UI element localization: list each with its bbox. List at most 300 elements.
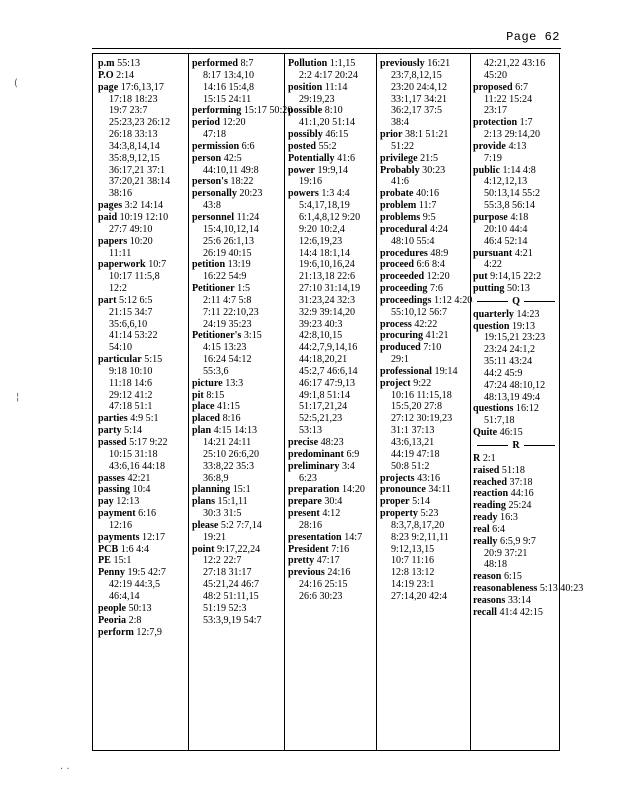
index-entry-line xyxy=(98,236,186,248)
page-line-references: 4:22 xyxy=(484,259,502,271)
index-entry-line xyxy=(98,461,186,473)
index-term: papers xyxy=(98,235,128,247)
page-line-references: 24:16 25:15 xyxy=(299,579,348,591)
page-line-references: 27:10 31:14,19 xyxy=(299,283,361,295)
page-line-references: 7:19 xyxy=(484,152,502,164)
index-entry-line xyxy=(192,271,282,283)
index-term: PCB xyxy=(98,543,119,555)
index-term: presentation xyxy=(288,531,342,543)
page-line-references: 1:7 xyxy=(519,117,533,129)
index-entry-line xyxy=(473,595,559,607)
column-divider xyxy=(470,54,471,750)
page-line-references: 4:12 xyxy=(322,508,341,520)
index-entry-line xyxy=(98,591,186,603)
page-line-references: 51:18 xyxy=(501,464,525,476)
page-line-references: 5:2 7:7,14 xyxy=(220,519,262,531)
page-line-references: 41:6 xyxy=(337,152,356,164)
page-line-references: 14:7 xyxy=(344,531,363,543)
page-line-references: 43:8 xyxy=(203,200,221,212)
page-number: Page 62 xyxy=(506,30,560,44)
index-entry-line xyxy=(380,496,468,508)
index-term: Pollution xyxy=(288,58,328,69)
index-term: proceedings xyxy=(380,294,432,306)
index-term: Petitioner xyxy=(192,283,235,295)
index-term: passes xyxy=(98,472,125,484)
page-line-references: 19:14 xyxy=(434,365,458,377)
index-entry-line xyxy=(98,390,186,402)
index-entry-line xyxy=(98,401,186,413)
page-line-references: 8:7 xyxy=(240,58,254,69)
index-term: property xyxy=(380,508,418,520)
index-entry-line xyxy=(380,413,468,425)
page-line-references: 34:3,8,14,14 xyxy=(109,140,160,152)
index-term: paperwork xyxy=(98,259,146,271)
index-entry-line xyxy=(192,58,282,70)
index-term: pit xyxy=(192,389,204,401)
page-line-references: 16:22 54:9 xyxy=(203,271,247,283)
index-term: ready xyxy=(473,512,498,524)
page-line-references: 6:15 xyxy=(503,571,522,583)
index-entry-line xyxy=(192,520,282,532)
index-term: posted xyxy=(288,140,317,152)
index-term: possibly xyxy=(288,129,323,141)
index-entry-line xyxy=(473,188,559,200)
index-entry-line xyxy=(380,401,468,413)
page-line-references: 19:15,21 23:23 xyxy=(484,332,546,344)
index-term: reached xyxy=(473,476,508,488)
page-line-references: 14:16 15:4,8 xyxy=(203,81,255,93)
page-line-references: 19:9,14 xyxy=(317,164,349,176)
index-term: projects xyxy=(380,472,415,484)
index-entry-line xyxy=(380,141,468,153)
page-line-references: 6:5,9 9:7 xyxy=(500,535,536,547)
page-line-references: 50:13,14 55:2 xyxy=(484,188,541,200)
index-term: person xyxy=(192,152,222,164)
page-line-references: 9:18 10:10 xyxy=(109,365,153,377)
index-term: preliminary xyxy=(288,460,340,472)
index-entry-line xyxy=(380,544,468,556)
index-entry-line xyxy=(288,354,374,366)
index-entry-line xyxy=(380,390,468,402)
index-term: putting xyxy=(473,283,505,295)
index-entry-line xyxy=(192,224,282,236)
page-line-references: 8:15 xyxy=(206,389,225,401)
index-entry-line xyxy=(192,555,282,567)
index-entry-line xyxy=(192,342,282,354)
index-entry-line xyxy=(98,58,186,70)
index-entry-line xyxy=(288,82,374,94)
index-entry-line xyxy=(380,330,468,342)
index-entry-line xyxy=(192,567,282,579)
index-entry-line xyxy=(380,236,468,248)
index-entry-line xyxy=(473,236,559,248)
index-entry-line xyxy=(380,319,468,331)
index-entry-line xyxy=(288,94,374,106)
page-line-references: 5:15 xyxy=(144,354,163,366)
index-term: reasons xyxy=(473,594,506,606)
page-line-references: 5:23 xyxy=(420,508,439,520)
index-column-4 xyxy=(380,58,473,750)
page-line-references: 47:18 xyxy=(203,129,226,141)
index-entry-line xyxy=(473,427,559,439)
index-entry-line xyxy=(380,473,468,485)
index-term: procedural xyxy=(380,223,428,235)
index-entry-line xyxy=(473,500,559,512)
page-line-references: 3:15 xyxy=(243,330,262,342)
page-line-references: 1:1,15 xyxy=(329,58,356,69)
page-line-references: 12:7,9 xyxy=(136,626,162,638)
index-term: reaction xyxy=(473,488,509,500)
index-term: procuring xyxy=(380,330,423,342)
page-line-references: 41:14 53:22 xyxy=(109,330,158,342)
page-line-references: 27:12 30:19,23 xyxy=(391,413,453,425)
index-entry-line xyxy=(288,342,374,354)
page-line-references: 19:21 xyxy=(203,531,226,543)
page-line-references: 41:6 xyxy=(391,176,409,188)
page-line-references: 31:1 37:13 xyxy=(391,425,435,437)
index-term: prepare xyxy=(288,496,322,508)
index-entry-line xyxy=(288,544,374,556)
index-term: provide xyxy=(473,140,506,152)
page-line-references: 47:24 48:10,12 xyxy=(484,379,546,391)
index-entry-line xyxy=(473,477,559,489)
index-entry-line xyxy=(380,449,468,461)
column-divider xyxy=(188,54,189,750)
page-line-references: 11:11 xyxy=(109,247,132,259)
index-entry-line xyxy=(98,354,186,366)
page-line-references: 42:5 xyxy=(223,152,242,164)
section-letter-text: Q xyxy=(512,295,520,307)
page-line-references: 4:15 14:13 xyxy=(213,425,258,437)
index-column-3 xyxy=(288,58,374,750)
index-entry-line xyxy=(192,248,282,260)
page-line-references: 47:17 xyxy=(316,555,340,567)
page-line-references: 23:20 24:4,12 xyxy=(391,81,448,93)
index-entry-line xyxy=(380,117,468,129)
index-entry-line xyxy=(473,309,559,321)
index-entry-line xyxy=(288,449,374,461)
index-entry-line xyxy=(288,555,374,567)
index-term: powers xyxy=(288,188,319,200)
page-line-references: 54:10 xyxy=(109,342,132,354)
index-term: President xyxy=(288,543,329,555)
page-line-references: 50:13 xyxy=(506,283,530,295)
index-entry-line xyxy=(98,188,186,200)
index-term: reason xyxy=(473,571,502,583)
page-line-references: 45:20 xyxy=(484,69,507,81)
index-term: project xyxy=(380,377,411,389)
index-term: people xyxy=(98,602,127,614)
page-line-references: 48:10 55:4 xyxy=(391,235,435,247)
index-term: personally xyxy=(192,188,237,200)
index-entry-line xyxy=(473,380,559,392)
index-term: Potentially xyxy=(288,152,335,164)
page-line-references: 25:10 26:6,20 xyxy=(203,448,260,460)
page-line-references: 3:4 xyxy=(341,460,355,472)
page-line-references: 10:15 31:18 xyxy=(109,448,158,460)
index-entry-line xyxy=(288,390,374,402)
index-entry-line xyxy=(380,425,468,437)
index-term: proceed xyxy=(380,259,415,271)
index-entry-line xyxy=(288,283,374,295)
index-term: Penny xyxy=(98,567,125,579)
page-line-references: 7:16 xyxy=(331,543,350,555)
index-entry-line xyxy=(98,615,186,627)
page-line-references: 53:3,9,19 54:7 xyxy=(203,614,262,626)
index-entry-line xyxy=(380,129,468,141)
index-entry-line xyxy=(192,212,282,224)
index-entry-line xyxy=(98,94,186,106)
index-term: payments xyxy=(98,531,140,543)
page-line-references: 4:24 xyxy=(430,223,448,235)
page-line-references: 10:16 11:15,18 xyxy=(391,389,452,401)
index-term: probate xyxy=(380,188,414,200)
index-entry-line xyxy=(473,344,559,356)
page-line-references: 4:13 xyxy=(508,140,527,152)
page-line-references: 42:22 xyxy=(414,318,438,330)
index-entry-line xyxy=(380,271,468,283)
page-line-references: 46:17 47:9,13 xyxy=(299,377,356,389)
index-entry-line xyxy=(288,176,374,188)
index-entry-line xyxy=(288,484,374,496)
index-entry-line xyxy=(192,330,282,342)
page-line-references: 35:6,6,10 xyxy=(109,318,148,330)
index-entry-line xyxy=(288,58,374,70)
index-term: possible xyxy=(288,105,323,117)
index-term: plan xyxy=(192,425,212,437)
page-line-references: 2:11 4:7 5:8 xyxy=(203,294,252,306)
index-entry-line xyxy=(380,520,468,532)
page-line-references: 15:17 50:20 xyxy=(243,105,293,117)
index-entry-line xyxy=(98,425,186,437)
index-entry-line xyxy=(288,520,374,532)
page-line-references: 5:13 40:23 xyxy=(539,583,584,595)
index-term: paid xyxy=(98,211,118,223)
index-entry-line xyxy=(288,401,374,413)
index-entry-line xyxy=(288,496,374,508)
index-entry-line xyxy=(192,295,282,307)
page-line-references: 14:19 23:1 xyxy=(391,579,435,591)
index-entry-line xyxy=(380,259,468,271)
index-entry-line xyxy=(288,378,374,390)
page-line-references: 5:12 6:5 xyxy=(119,294,153,306)
page-line-references: 28:16 xyxy=(299,519,322,531)
page-line-references: 9:20 10:2,4 xyxy=(299,223,345,235)
index-entry-line xyxy=(473,259,559,271)
page-line-references: 2:1 xyxy=(482,452,496,464)
page-line-references: 38:4 xyxy=(391,117,409,129)
index-term: performed xyxy=(192,58,238,69)
page-line-references: 8:17 13:4,10 xyxy=(203,69,255,81)
index-term: pretty xyxy=(288,555,315,567)
index-entry-line xyxy=(288,236,374,248)
index-term: placed xyxy=(192,413,221,425)
page-line-references: 29:1 xyxy=(391,354,409,366)
page-line-references: 42:19 44:3,5 xyxy=(109,579,161,591)
index-entry-line xyxy=(98,579,186,591)
index-entry-line xyxy=(98,603,186,615)
index-entry-line xyxy=(473,248,559,260)
page-line-references: 51:7,18 xyxy=(484,415,515,427)
page-line-references: 50:8 51:2 xyxy=(391,460,430,472)
index-term: point xyxy=(192,543,215,555)
index-entry-line xyxy=(98,366,186,378)
index-term: predominant xyxy=(288,448,344,460)
index-term: planning xyxy=(192,484,231,496)
page-line-references: 35:8,9,12,15 xyxy=(109,152,160,164)
index-entry-line xyxy=(98,437,186,449)
page-line-references: 38:16 xyxy=(109,188,132,200)
index-entry-line xyxy=(473,524,559,536)
page-line-references: 5:4,17,18,19 xyxy=(299,200,350,212)
page-line-references: 16:21 xyxy=(427,58,451,69)
index-entry-line xyxy=(192,425,282,437)
index-entry-line xyxy=(380,105,468,117)
index-entry-line xyxy=(98,484,186,496)
index-term: professional xyxy=(380,365,432,377)
column-divider xyxy=(376,54,377,750)
index-entry-line xyxy=(98,117,186,129)
index-entry-line xyxy=(98,295,186,307)
page-line-references: 18:22 xyxy=(230,176,254,188)
page-line-references: 9:14,15 22:2 xyxy=(490,271,542,283)
page-line-references: 26:19 40:15 xyxy=(203,247,252,259)
page-line-references: 7:10 xyxy=(423,342,442,354)
index-term: proper xyxy=(380,496,410,508)
index-entry-line xyxy=(380,555,468,567)
index-entry-line xyxy=(98,319,186,331)
index-term: public xyxy=(473,164,500,176)
index-entry-line xyxy=(192,165,282,177)
page-line-references: 5:14 xyxy=(124,425,143,437)
index-entry-line xyxy=(98,378,186,390)
index-entry-line xyxy=(288,425,374,437)
page-line-references: 44:2,7,9,14,16 xyxy=(299,342,358,354)
index-entry-line xyxy=(380,378,468,390)
index-entry-line xyxy=(380,248,468,260)
index-entry-line xyxy=(473,153,559,165)
index-entry-line xyxy=(288,105,374,117)
index-term: preparation xyxy=(288,484,340,496)
index-entry-line xyxy=(473,212,559,224)
page-line-references: 41:21 xyxy=(425,330,449,342)
index-term: power xyxy=(288,164,315,176)
page-line-references: 19:13 xyxy=(512,320,535,332)
index-entry-line xyxy=(473,224,559,236)
page-line-references: 20:10 44:4 xyxy=(484,223,528,235)
page-line-references: 20:9 37:21 xyxy=(484,547,528,559)
page-line-references: 17:18 18:23 xyxy=(109,93,158,105)
index-entry-line xyxy=(98,544,186,556)
index-entry-line xyxy=(380,70,468,82)
page-line-references: 55:3,8 56:14 xyxy=(484,200,536,212)
index-entry-line xyxy=(288,319,374,331)
page-line-references: 33:14 xyxy=(507,594,531,606)
page-line-references: 46:4,14 xyxy=(109,590,140,602)
page-line-references: 11:24 xyxy=(236,211,260,223)
page-line-references: 2:2 4:17 20:24 xyxy=(299,69,358,81)
index-term: reasonableness xyxy=(473,583,538,595)
index-entry-line xyxy=(192,378,282,390)
page-line-references: 16:3 xyxy=(500,512,518,524)
page-line-references: 12:6,19,23 xyxy=(299,235,343,247)
index-term: please xyxy=(192,519,219,531)
page-line-references: 12:2 xyxy=(109,283,127,295)
index-entry-line xyxy=(98,224,186,236)
index-entry-line xyxy=(98,532,186,544)
index-entry-line xyxy=(380,58,468,70)
page-line-references: 19:5 42:7 xyxy=(127,567,166,579)
page-line-references: 36:17,21 37:1 xyxy=(109,164,166,176)
page-line-references: 20:23 xyxy=(239,188,263,200)
index-entry-line xyxy=(192,591,282,603)
index-term: procedures xyxy=(380,247,428,259)
index-term: permission xyxy=(192,140,240,152)
index-entry-line xyxy=(288,129,374,141)
index-term: P.O xyxy=(98,69,114,81)
page-line-references: 33:1,17 34:21 xyxy=(391,93,448,105)
index-term: process xyxy=(380,318,412,330)
index-entry-line xyxy=(192,603,282,615)
index-entry-line xyxy=(288,248,374,260)
index-entry-line xyxy=(98,555,186,567)
index-term: previous xyxy=(288,567,325,579)
index-entry-line xyxy=(473,571,559,583)
index-entry-line xyxy=(288,259,374,271)
index-entry-line xyxy=(473,94,559,106)
index-entry-line xyxy=(192,153,282,165)
page-line-references: 24:16 xyxy=(327,567,351,579)
index-entry-line xyxy=(192,354,282,366)
index-entry-line xyxy=(98,212,186,224)
page-line-references: 19:16 xyxy=(299,176,322,188)
index-entry-line xyxy=(288,473,374,485)
page-line-references: 15:4,10,12,14 xyxy=(203,223,259,235)
page-line-references: 13:3 xyxy=(225,377,244,389)
page-line-references: 10:7 xyxy=(148,259,167,271)
page-line-references: 7:11 22:10,23 xyxy=(203,306,259,318)
index-entry-line xyxy=(380,188,468,200)
page-line-references: 32:9 39:14,20 xyxy=(299,306,356,318)
index-entry-line xyxy=(473,176,559,188)
index-term: quarterly xyxy=(473,308,514,320)
index-entry-line xyxy=(192,188,282,200)
page-line-references: 12:13 xyxy=(116,496,140,508)
index-entry-line xyxy=(473,368,559,380)
index-entry-line xyxy=(473,453,559,465)
index-entry-line xyxy=(473,70,559,82)
index-term: party xyxy=(98,425,122,437)
index-term: personnel xyxy=(192,211,235,223)
index-entry-line xyxy=(473,129,559,141)
page-line-references: 4:15 13:23 xyxy=(203,342,247,354)
index-entry-line xyxy=(192,307,282,319)
index-entry-line xyxy=(192,70,282,82)
page-line-references: 17:6,13,17 xyxy=(120,81,164,93)
index-entry-line xyxy=(473,58,559,70)
page-line-references: 25:24 xyxy=(508,500,532,512)
page-line-references: 12:2 22:7 xyxy=(203,555,242,567)
page-line-references: 46:15 xyxy=(499,427,523,439)
page-line-references: 45:2,7 46:6,14 xyxy=(299,365,358,377)
index-entry-line xyxy=(473,117,559,129)
index-column-5 xyxy=(473,58,584,750)
page-line-references: 37:18 xyxy=(509,476,533,488)
index-term: really xyxy=(473,535,498,547)
index-entry-line xyxy=(98,153,186,165)
page-line-references: 43:6,13,21 xyxy=(391,437,435,448)
index-entry-line xyxy=(192,413,282,425)
